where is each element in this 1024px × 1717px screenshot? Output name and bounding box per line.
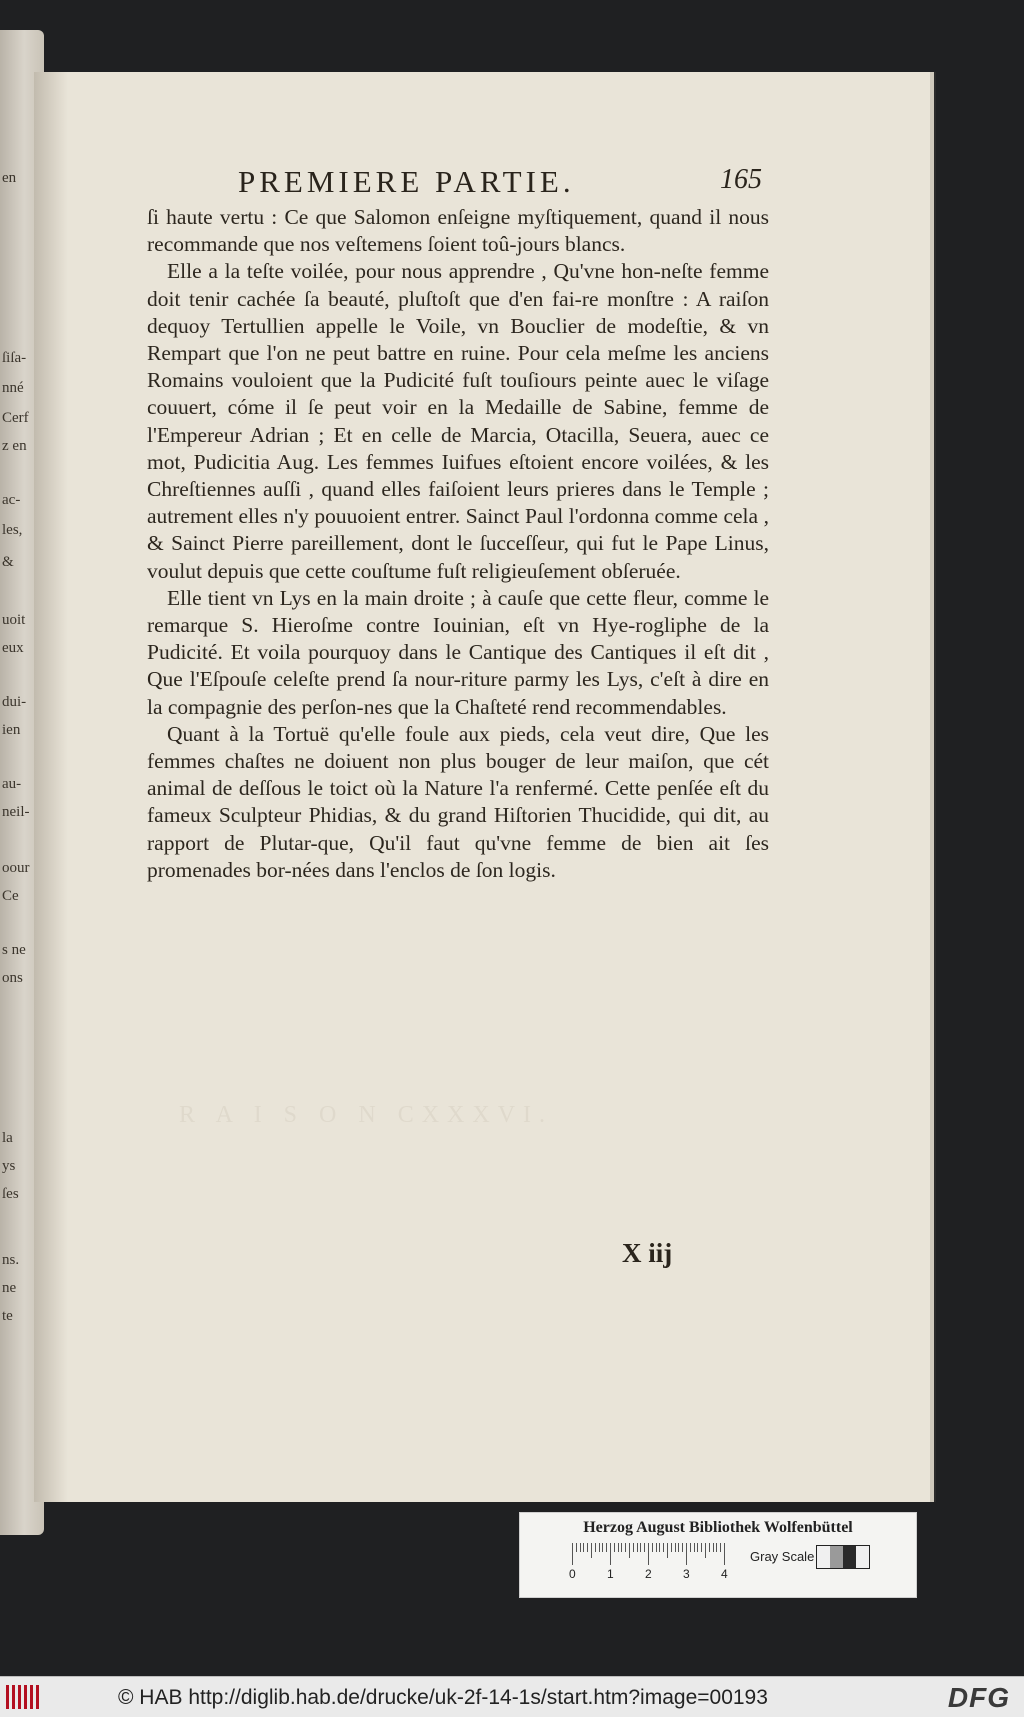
previous-page-fragment: les,: [2, 522, 23, 538]
paragraph-1: ſi haute vertu : Ce que Salomon enſeigne myſtiquement, quand il nous recommande que nos veſtemens ſoient toû-jours blancs.: [147, 205, 769, 257]
ruler-tick: [621, 1543, 622, 1552]
ruler-tick: [659, 1543, 660, 1552]
running-head: PREMIERE PARTIE.: [238, 164, 575, 199]
ruler-tick: [697, 1543, 698, 1552]
page-number: 165: [720, 164, 762, 195]
previous-page-fragment: &: [2, 554, 14, 570]
ruler-tick: [602, 1543, 603, 1552]
previous-page-fragment: ns.: [2, 1252, 20, 1268]
ruler-number: 4: [721, 1567, 728, 1581]
ruler-tick: [633, 1543, 634, 1552]
previous-page-fragment: s ne: [2, 942, 26, 958]
ruler-tick: [576, 1543, 577, 1552]
ruler-tick: [572, 1543, 573, 1565]
ruler-tick: [610, 1543, 611, 1565]
previous-page-fragment: eux: [2, 640, 24, 656]
previous-page-fragment: uoit: [2, 612, 26, 628]
previous-page-fragment: ons: [2, 970, 23, 986]
ruler-tick: [686, 1543, 687, 1565]
ruler-tick: [690, 1543, 691, 1552]
previous-page-fragment: Ce: [2, 888, 19, 904]
ruler-tick: [667, 1543, 668, 1558]
hab-logo-icon: [6, 1685, 44, 1709]
ruler-tick: [720, 1543, 721, 1552]
previous-page-fragment: te: [2, 1308, 13, 1324]
previous-page-fragment: en: [2, 170, 17, 186]
footer-bar: [0, 1676, 1024, 1717]
previous-page-fragment: z en: [2, 438, 27, 454]
ruler-tick: [583, 1543, 584, 1552]
previous-page-fragment: nné: [2, 380, 24, 396]
ruler-tick: [606, 1543, 607, 1552]
library-color-card: [519, 1512, 917, 1598]
ruler-number: 1: [607, 1567, 614, 1581]
paragraph-4: Quant à la Tortuë qu'elle foule aux pieds, cela veut dire, Que les femmes chaſtes ne doiuent non plus bouger de leur maiſon, que cét animal de deſſous le toict où la Nature l'a renfermé. Cette penſée eſt du fameux Sculpteur Phidias, & du grand Hiſtorien Thucidide, qui dit, au rapport de Plutar-que, Qu'il faut qu'vne femme de bien ait ſes promenades bor-nées dans l'enclos de ſon logis.: [147, 721, 769, 882]
previous-page-fragment: ne: [2, 1280, 17, 1296]
ruler-tick: [629, 1543, 630, 1558]
ruler-tick: [625, 1543, 626, 1552]
ruler-tick: [599, 1543, 600, 1552]
ruler-tick: [701, 1543, 702, 1552]
ruler-tick: [694, 1543, 695, 1552]
ruler-tick: [682, 1543, 683, 1552]
previous-page-fragment: ien: [2, 722, 21, 738]
footer-copyright-link[interactable]: © HAB http://diglib.hab.de/drucke/uk-2f-14-1s/start.htm?image=00193: [118, 1686, 768, 1709]
ruler-tick: [644, 1543, 645, 1552]
signature-mark: X iij: [622, 1238, 673, 1268]
previous-page-fragment: dui-: [2, 694, 27, 710]
ruler-tick: [709, 1543, 710, 1552]
dfg-logo: DFG: [947, 1682, 1010, 1713]
ruler-tick: [591, 1543, 592, 1558]
ruler-number: 3: [683, 1567, 690, 1581]
measurement-ruler: [572, 1543, 732, 1565]
paragraph-2: Elle a la teſte voilée, pour nous apprendre , Qu'vne hon-neſte femme doit tenir cachée ſa beauté, pluſtoſt que d'en fai-re monſtre : A raiſon dequoy Tertullien appelle le Voile, vn Bouclier de modeſtie, & vn Rempart que l'on ne peut battre en ruine. Pour cela meſme les anciens Romains vouloient que la Pudicité fuſt touſiours peinte auec le viſage couuert, cóme il ſe peut voir en la Medaille de Sabine, femme de l'Empereur Adrian ; Et en celle de Marcia, Otacilla, Seuera, auec ce mot, Pudicitia Aug. Les femmes Iuifues eſtoient encore voilées, & les Chreſtiennes auſſi , quand elles faiſoient leurs prieres dans le Temple ; autrement elles n'y pouuoient entrer. Sainct Paul l'ordonna comme cela , & Sainct Pierre pareillement, dont le ſucceſſeur, qui fut le Pape Linus, voulut depuis que cette couſtume fuſt religieuſement obſeruée.: [147, 259, 769, 583]
ruler-tick: [663, 1543, 664, 1552]
ruler-tick: [678, 1543, 679, 1552]
ruler-tick: [580, 1543, 581, 1552]
previous-page-fragment: ys: [2, 1158, 16, 1174]
library-name: Herzog August Bibliothek Wolfenbüttel: [583, 1519, 853, 1536]
ruler-tick: [637, 1543, 638, 1552]
page-body-text: [147, 204, 769, 884]
book-page: [34, 72, 930, 1502]
ruler-tick: [587, 1543, 588, 1552]
ruler-tick: [618, 1543, 619, 1552]
previous-page-fragment: la: [2, 1130, 13, 1146]
previous-page-fragment: au-: [2, 776, 22, 792]
previous-page-fragment: Cerf: [2, 410, 29, 426]
ruler-tick: [705, 1543, 706, 1558]
ruler-number: 2: [645, 1567, 652, 1581]
previous-page-fragment: ac-: [2, 492, 21, 508]
previous-page-fragment: ſes: [2, 1186, 19, 1202]
previous-page-fragment: ſiſa-: [2, 350, 27, 366]
ruler-tick: [652, 1543, 653, 1552]
previous-page-fragment: neil-: [2, 804, 30, 820]
ruler-tick: [716, 1543, 717, 1552]
gray-scale-swatch: [816, 1545, 870, 1569]
ruler-tick: [595, 1543, 596, 1552]
show-through-text: R A I S O N CXXXVI.: [179, 1102, 554, 1128]
ruler-tick: [671, 1543, 672, 1552]
ruler-tick: [614, 1543, 615, 1552]
gray-scale-label: Gray Scale: [750, 1549, 815, 1564]
ruler-tick: [656, 1543, 657, 1552]
ruler-tick: [648, 1543, 649, 1565]
ruler-tick: [724, 1543, 725, 1565]
paragraph-3: Elle tient vn Lys en la main droite ; à cauſe que cette fleur, comme le remarque S. Hieroſme contre Iouinian, eſt vn Hye-rogliphe de la Pudicité. Et voila pourquoy dans le Cantique des Cantiques il eſt dit , Que l'Eſpouſe celeſte prend ſa nour-riture parmy les Lys, c'eſt à dire en la compagnie des perſon-nes que la Chaſteté rend recommendables.: [147, 585, 769, 719]
previous-page-fragment: oour: [2, 860, 30, 876]
ruler-tick: [675, 1543, 676, 1552]
ruler-tick: [640, 1543, 641, 1552]
ruler-number: 0: [569, 1567, 576, 1581]
ruler-tick: [713, 1543, 714, 1552]
